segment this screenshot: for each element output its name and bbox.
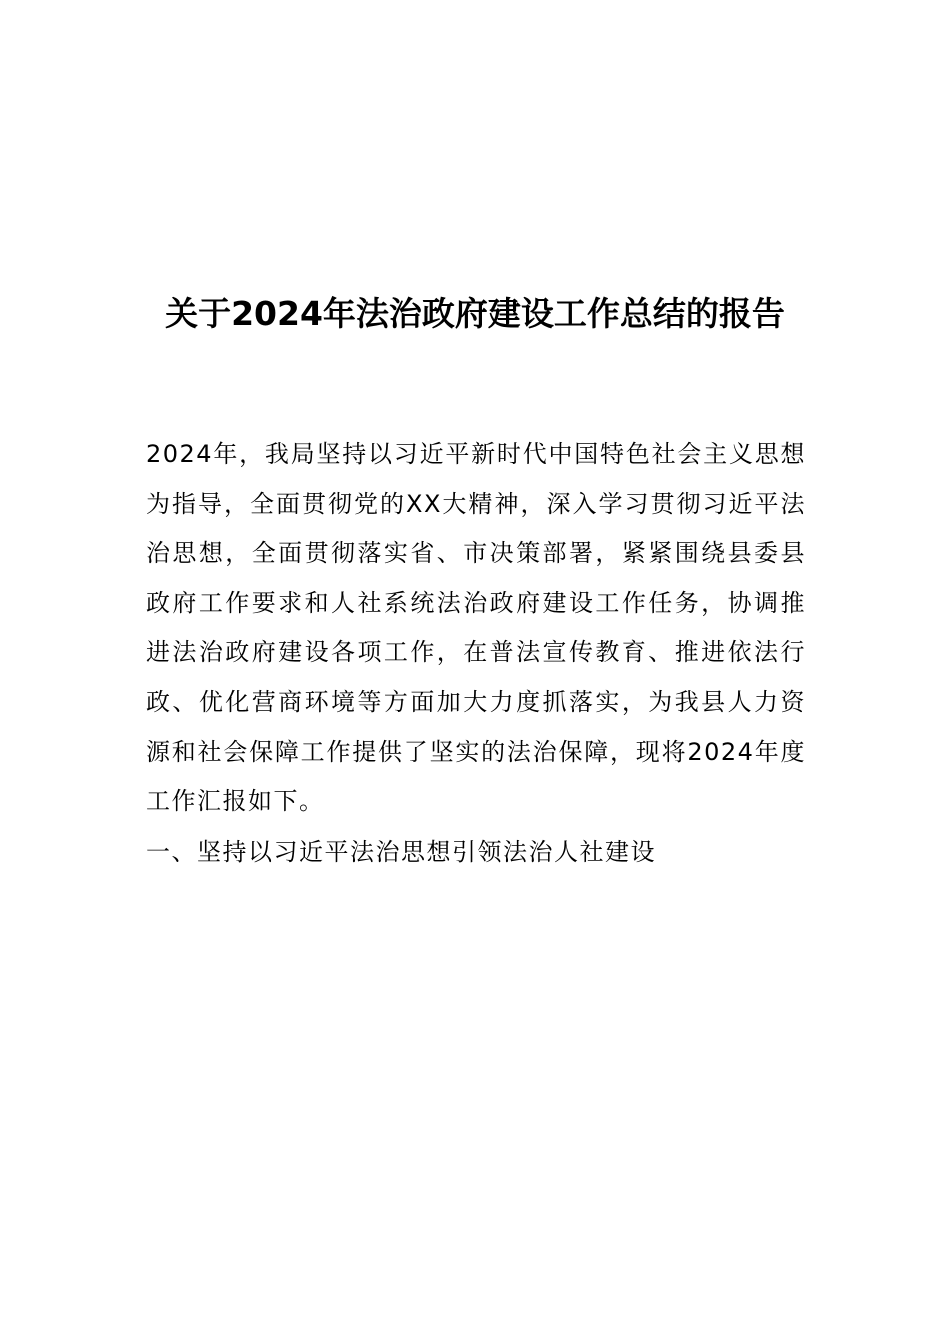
- document-title: 关于2024年法治政府建设工作总结的报告: [165, 294, 785, 333]
- intro-paragraph: 2024年，我局坚持以习近平新时代中国特色社会主义思想为指导，全面贯彻党的XX大精神，深入学习贯彻习近平法治思想，全面贯彻落实省、市决策部署，紧紧围绕县委县政府工作要求和人社系统法治政府建设工作任务，协调推进法治政府建设各项工作，在普法宣传教育、推进依法行政、优化营商环境等方面加大力度抓落实，为我县人力资源和社会保障工作提供了坚实的法治保障，现将2024年度工作汇报如下。: [146, 440, 806, 816]
- section-one-heading: 一、坚持以习近平法治思想引领法治人社建设: [146, 838, 656, 866]
